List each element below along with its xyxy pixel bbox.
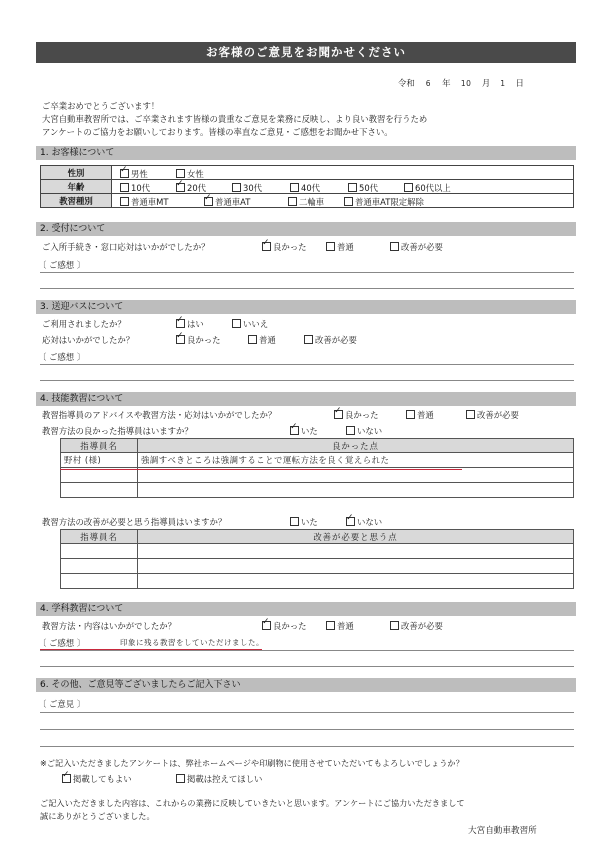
date-day-label: 日 [515,78,524,88]
form-title: お客様のご意見をお聞かせください [36,42,576,63]
classroom-option-normal[interactable] [326,620,354,632]
option-label: いない [357,517,383,527]
consent-question: ※ご記入いただきましたアンケートは、弊社ホームページや印刷物に使用させていただいてもよろしいでしょうか？ [40,758,464,768]
checkbox-bus-yes[interactable] [176,319,185,328]
checkbox-consent-allow[interactable] [62,774,71,783]
empty-cell[interactable] [61,544,138,559]
option-label: 普通 [417,410,434,420]
option-label: はい [187,319,204,329]
consent-option-allow[interactable] [62,773,132,785]
customer-info-table [40,165,574,208]
good-instructor-no[interactable] [346,425,382,437]
empty-cell[interactable] [138,483,574,498]
table-row [61,453,574,468]
improve-instructor-yes[interactable] [290,516,318,528]
intro-body-2: アンケートのご協力をお願いしております。皆様の率直なご意見・ご感想をお聞かせ下さい。 [42,127,393,137]
bus-comment-label: 〔 ご感想 〕 [38,352,86,362]
good-table-header-points: 良かった点 [138,439,574,453]
date-era: 令和 [398,78,415,88]
improve-instructor-no[interactable] [346,516,382,528]
classroom-comment-line[interactable] [40,666,574,667]
section-reception-title: 2. 受付について [36,222,576,236]
skills-option-improve[interactable] [466,409,519,421]
improve-table-header-name: 指導員名 [61,530,138,544]
table-row [61,574,574,589]
footer-message-1: ご記入いただきました内容は、これからの業務に反映していきたいと思います。アンケートにご協力いただきまして [40,798,465,808]
option-label: いた [301,426,318,436]
checkbox-good-no[interactable] [346,426,355,435]
checkbox-skills-improve[interactable] [466,410,475,419]
checkbox-bus-no[interactable] [232,319,241,328]
empty-cell[interactable] [138,544,574,559]
gender-option-label: 女性 [187,169,204,179]
age-option-30s[interactable] [232,182,262,194]
checkbox-improve-no[interactable] [346,517,355,526]
age-option-20s[interactable] [176,182,206,194]
improve-instructor-table [60,529,574,589]
option-label: 普通 [259,335,276,345]
date-month-label: 月 [481,78,491,88]
section-bus-title: 3. 送迎バスについて [36,300,576,314]
bus-service-improve[interactable] [304,334,357,346]
checkbox-improve-yes[interactable] [290,517,299,526]
reception-comment-line[interactable] [40,272,574,273]
skills-option-normal[interactable] [406,409,434,421]
intro-greeting: ご卒業おめでとうございます！ [42,101,160,111]
checkbox-mt[interactable] [120,197,129,206]
date-day-value[interactable]: 1 [500,79,506,88]
gender-options [112,166,574,180]
good-instructor-question: 教習方法の良かった指導員はいますか？ [42,426,193,436]
classroom-question: 教習方法・内容はいかがでしたか？ [42,621,176,631]
date-year-label: 年 [442,78,451,88]
footer-message-2: 誠にありがとうございました。 [40,811,155,821]
checkbox-bus-good[interactable] [176,335,185,344]
bus-usage-yes[interactable] [176,318,204,330]
checkbox-classroom-good[interactable] [262,621,271,630]
age-option-40s[interactable] [290,182,320,194]
checkbox-female[interactable] [176,169,185,178]
other-comment-line[interactable] [40,746,574,747]
section-classroom-title: 4. 学科教習について [36,602,576,616]
checkbox-60s-plus[interactable] [404,183,413,192]
reception-comment-label: 〔 ご感想 〕 [38,260,86,270]
school-name: 大宮自動車教習所 [468,826,537,836]
checkbox-male[interactable] [120,169,129,178]
option-label: 良かった [187,335,221,345]
option-label: 掲載してもよい [73,774,132,784]
underline-highlight [60,469,462,470]
bus-comment-line[interactable] [40,380,574,381]
checkbox-at-removal[interactable] [344,197,353,206]
age-option-label: 40代 [301,183,321,193]
course-label: 教習種別 [41,194,112,208]
bus-comment-line[interactable] [40,364,574,365]
reception-comment-line[interactable] [40,288,574,289]
option-label: いいえ [243,319,269,329]
checkbox-classroom-improve[interactable] [390,621,399,630]
good-instructor-comment[interactable]: 強調すべきところは強調することで運転方法を良く覚えられた [138,453,574,468]
intro-body-1: 大宮自動車教習所では、ご卒業されます皆様の貴重なご意見を業務に反映し、より良い教習を行うため [42,114,428,124]
checkbox-skills-normal[interactable] [406,410,415,419]
checkbox-20s[interactable] [176,183,185,192]
option-label: 普通 [337,242,354,252]
classroom-comment-line[interactable] [40,650,574,651]
reception-option-good[interactable] [262,241,307,253]
good-instructor-name[interactable]: 野村 (様) [61,453,138,468]
age-option-label: 50代 [359,183,379,193]
checkbox-40s[interactable] [290,183,299,192]
checkbox-10s[interactable] [120,183,129,192]
empty-cell[interactable] [61,483,138,498]
classroom-comment-value[interactable]: 印象に残る教習をしていただけました。 [120,638,264,647]
course-option-motorcycle[interactable] [288,196,324,208]
age-option-60s-plus[interactable] [404,182,451,194]
checkbox-reception-normal[interactable] [326,242,335,251]
age-label: 年齢 [41,180,112,194]
option-label: 掲載は控えてほしい [187,774,263,784]
date-line [398,77,524,89]
checkbox-reception-good[interactable] [262,242,271,251]
section-customer-title: 1. お客様について [36,146,576,160]
skills-option-good[interactable] [334,409,379,421]
option-label: 改善が必要 [401,621,443,631]
option-label: 普通 [337,621,354,631]
table-row [61,544,574,559]
bus-usage-question: ご利用されましたか？ [42,319,126,329]
checkbox-at[interactable] [204,197,213,206]
checkbox-consent-decline[interactable] [176,774,185,783]
classroom-option-good[interactable] [262,620,307,632]
age-option-label: 60代以上 [415,183,451,193]
course-option-label: 普通車AT [215,197,251,207]
date-month-value[interactable]: 10 [460,79,472,88]
empty-cell[interactable] [61,559,138,574]
option-label: 良かった [273,621,307,631]
checkbox-motorcycle[interactable] [288,197,297,206]
checkbox-30s[interactable] [232,183,241,192]
skills-instructor-question: 教習指導員のアドバイスや教習方法・応対はいかがでしたか？ [42,410,277,420]
classroom-option-improve[interactable] [390,620,443,632]
other-comment-label: 〔 ご意見 〕 [38,699,86,709]
age-option-label: 30代 [243,183,263,193]
gender-option-label: 男性 [131,169,148,179]
bus-usage-no[interactable] [232,318,268,330]
empty-cell[interactable] [138,559,574,574]
course-option-label: 普通車AT限定解除 [355,197,424,207]
age-option-label: 10代 [131,183,151,193]
classroom-comment-label: 〔 ご感想 〕 [38,638,86,648]
course-option-label: 普通車MT [131,197,169,207]
age-options [112,180,574,194]
option-label: 改善が必要 [401,242,443,252]
checkbox-good-yes[interactable] [290,426,299,435]
gender-option-male[interactable] [120,168,148,180]
improve-instructor-question: 教習方法の改善が必要と思う指導員はいますか？ [42,517,227,527]
age-option-50s[interactable] [348,182,378,194]
checkbox-bus-improve[interactable] [304,335,313,344]
course-options [112,194,574,208]
checkbox-bus-normal[interactable] [248,335,257,344]
checkbox-skills-good[interactable] [334,410,343,419]
option-label: いた [301,517,318,527]
improve-table-header-points: 改善が必要と思う点 [138,530,574,544]
section-skills-title: 4. 技能教習について [36,392,576,406]
consent-option-decline[interactable] [176,773,262,785]
reception-option-normal[interactable] [326,241,354,253]
option-label: 改善が必要 [315,335,357,345]
option-label: 改善が必要 [477,410,519,420]
option-label: 良かった [273,242,307,252]
course-option-mt[interactable] [120,196,168,208]
age-option-10s[interactable] [120,182,150,194]
checkbox-50s[interactable] [348,183,357,192]
course-option-at[interactable] [204,196,250,208]
good-instructor-yes[interactable] [290,425,318,437]
empty-cell[interactable] [138,574,574,589]
reception-option-improve[interactable] [390,241,443,253]
date-year-value[interactable]: 6 [425,79,432,88]
other-comment-line[interactable] [40,729,574,730]
course-option-at-removal[interactable] [344,196,424,208]
good-instructor-table [60,438,574,498]
empty-cell[interactable] [61,574,138,589]
reception-question: ご入所手続き・窓口応対はいかがでしたか？ [42,242,210,252]
other-comment-line[interactable] [40,712,574,713]
checkbox-reception-improve[interactable] [390,242,399,251]
option-label: いない [357,426,383,436]
bus-service-normal[interactable] [248,334,276,346]
gender-label: 性別 [41,166,112,180]
option-label: 良かった [345,410,379,420]
age-option-label: 20代 [187,183,207,193]
table-row [61,559,574,574]
good-table-header-name: 指導員名 [61,439,138,453]
bus-service-good[interactable] [176,334,221,346]
section-other-title: 6. その他、ご意見等ございましたらご記入下さい [36,678,576,692]
bus-service-question: 応対はいかがでしたか？ [42,335,135,345]
course-option-label: 二輪車 [299,197,325,207]
checkbox-classroom-normal[interactable] [326,621,335,630]
table-row [61,483,574,498]
